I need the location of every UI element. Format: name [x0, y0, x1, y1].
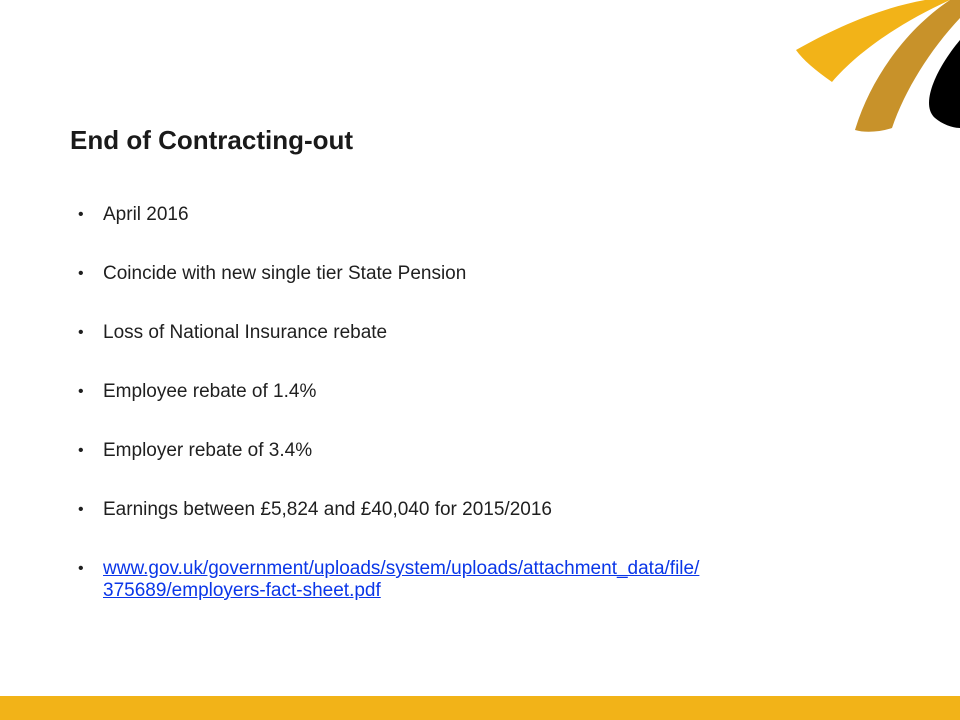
- footer-accent-bar: [0, 696, 960, 720]
- bullet-text: Employee rebate of 1.4%: [103, 381, 317, 402]
- bullet-text: Loss of National Insurance rebate: [103, 322, 388, 343]
- bullet-dot: •: [78, 265, 84, 282]
- fact-sheet-link[interactable]: [103, 558, 699, 601]
- bullet-item: [78, 499, 898, 521]
- slide-title: End of Contracting-out: [70, 125, 354, 155]
- bullet-dot: •: [78, 442, 84, 459]
- bullet-dot: •: [78, 324, 84, 341]
- bullet-text: Coincide with new single tier State Pension: [103, 263, 467, 284]
- black-petal: [929, 40, 960, 128]
- bullet-item: [78, 381, 898, 403]
- bullet-item: [78, 322, 898, 344]
- link-line-2: 375689/employers-fact-sheet.pdf: [103, 580, 381, 601]
- bullet-item: [78, 204, 898, 226]
- bullet-dot: •: [78, 383, 84, 400]
- bullet-text: April 2016: [103, 204, 189, 225]
- bullet-dot: •: [78, 560, 84, 577]
- bullet-dot: •: [78, 501, 84, 518]
- bullet-item: [78, 440, 898, 462]
- bullet-item-link: [78, 558, 898, 602]
- bullet-dot: •: [78, 206, 84, 223]
- bullet-text: Employer rebate of 3.4%: [103, 440, 313, 461]
- link-line-1: www.gov.uk/government/uploads/system/uploads/attachment_data/file/: [103, 558, 700, 579]
- bullet-text: Earnings between £5,824 and £40,040 for 2015/2016: [103, 499, 552, 520]
- bullet-list: [78, 204, 898, 639]
- bullet-item: [78, 263, 898, 285]
